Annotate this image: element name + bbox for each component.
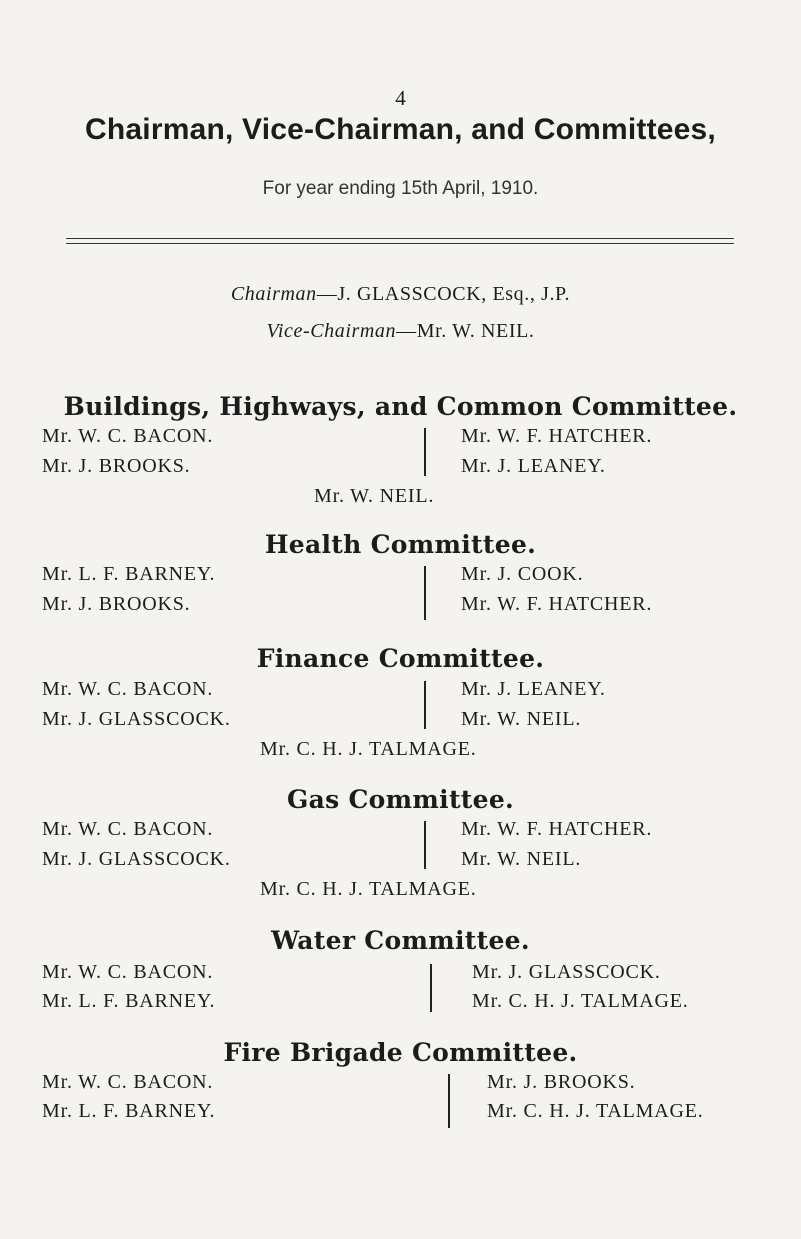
chairman-role: Chairman bbox=[230, 283, 317, 305]
column-divider bbox=[424, 821, 426, 869]
committee-member: Mr. J. COOK. bbox=[461, 563, 584, 585]
committee-member: Mr. C. H. J. TALMAGE. bbox=[260, 738, 477, 760]
double-rule-divider bbox=[66, 238, 734, 244]
committee-member: Mr. J. LEANEY. bbox=[461, 678, 606, 700]
vice-chairman-role: Vice-Chairman bbox=[266, 320, 397, 342]
committee-member: Mr. L. F. BARNEY. bbox=[42, 1100, 216, 1122]
committee-member: Mr. J. BROOKS. bbox=[42, 455, 191, 477]
committee-member: Mr. W. C. BACON. bbox=[42, 1071, 214, 1093]
committee-member: Mr. W. C. BACON. bbox=[42, 425, 214, 447]
committee-title: Gas Committee. bbox=[286, 785, 515, 814]
committee-member: Mr. C. H. J. TALMAGE. bbox=[472, 990, 689, 1012]
committee-title: Fire Brigade Committee. bbox=[223, 1038, 578, 1067]
chairman-line bbox=[0, 283, 801, 306]
page-subtitle: For year ending 15th April, 1910. bbox=[262, 178, 539, 199]
committee-member: Mr. W. C. BACON. bbox=[42, 961, 214, 983]
committee-member: Mr. W. F. HATCHER. bbox=[461, 425, 653, 447]
committee-member: Mr. J. LEANEY. bbox=[461, 455, 606, 477]
page-number: 4 bbox=[395, 86, 406, 110]
committee-member: Mr. W. NEIL. bbox=[461, 708, 582, 730]
committee-member: Mr. W. F. HATCHER. bbox=[461, 818, 653, 840]
committee-member: Mr. J. GLASSCOCK. bbox=[472, 961, 661, 983]
committee-title: Buildings, Highways, and Common Committee. bbox=[63, 392, 738, 421]
committee-member: Mr. C. H. J. TALMAGE. bbox=[487, 1100, 704, 1122]
column-divider bbox=[424, 428, 426, 476]
committee-member: Mr. J. GLASSCOCK. bbox=[42, 848, 231, 870]
column-divider bbox=[448, 1074, 450, 1128]
committee-member: Mr. L. F. BARNEY. bbox=[42, 990, 216, 1012]
committee-member: Mr. J. GLASSCOCK. bbox=[42, 708, 231, 730]
committee-title: Water Committee. bbox=[271, 926, 530, 955]
committee-member: Mr. W. NEIL. bbox=[314, 485, 435, 507]
committee-member: Mr. W. F. HATCHER. bbox=[461, 593, 653, 615]
committee-member: Mr. J. BROOKS. bbox=[487, 1071, 636, 1093]
committee-title: Finance Committee. bbox=[256, 644, 545, 673]
vice-chairman-line bbox=[0, 320, 801, 343]
column-divider bbox=[430, 964, 432, 1012]
column-divider bbox=[424, 681, 426, 729]
committee-member: Mr. L. F. BARNEY. bbox=[42, 563, 216, 585]
column-divider bbox=[424, 566, 426, 620]
committee-title: Health Committee. bbox=[264, 530, 537, 559]
committee-member: Mr. J. BROOKS. bbox=[42, 593, 191, 615]
page-title: Chairman, Vice-Chairman, and Committees, bbox=[85, 113, 716, 146]
committee-member: Mr. W. C. BACON. bbox=[42, 678, 214, 700]
committee-member: Mr. W. NEIL. bbox=[461, 848, 582, 870]
committee-member: Mr. W. C. BACON. bbox=[42, 818, 214, 840]
committee-member: Mr. C. H. J. TALMAGE. bbox=[260, 878, 477, 900]
vice-chairman-name: —Mr. W. NEIL. bbox=[396, 320, 535, 342]
chairman-name: —J. GLASSCOCK, Esq., J.P. bbox=[316, 283, 571, 305]
